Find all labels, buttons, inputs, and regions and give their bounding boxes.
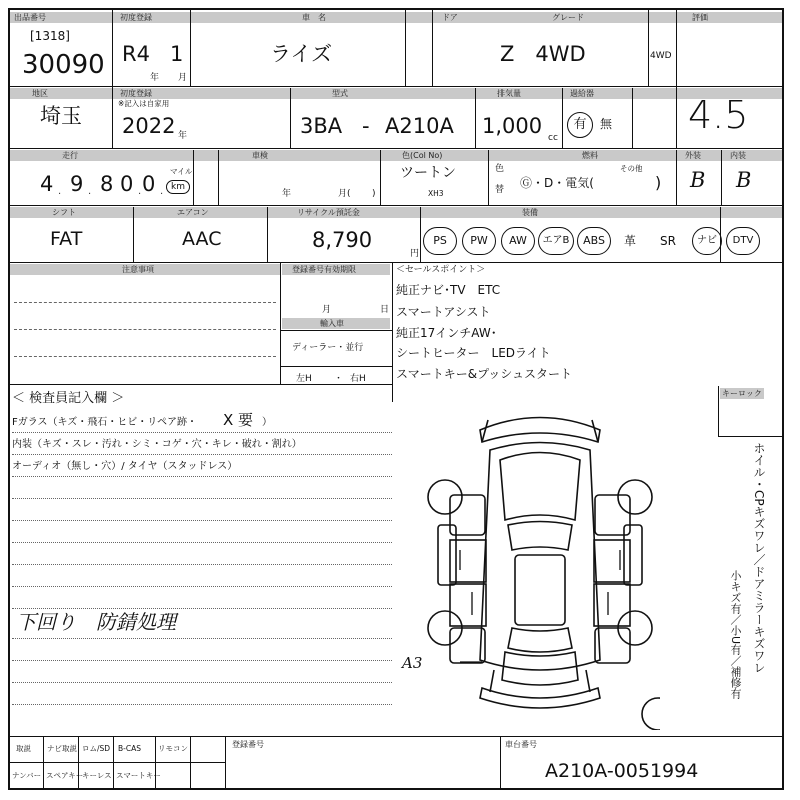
color-name: ツートン (400, 165, 456, 181)
model-code: A210A (385, 114, 454, 138)
label-equipment: 装備 (522, 208, 538, 217)
equip-abs: ABS (577, 227, 611, 255)
interior-score: B (736, 168, 752, 192)
region: 埼玉 (40, 104, 82, 128)
label-shift: シフト (52, 208, 76, 217)
label-turbo: 過給器 (570, 89, 594, 98)
sales-line: 純正17インチAW･ (396, 326, 497, 340)
dot-sep: ・ (334, 374, 344, 384)
label-car-name: 車 名 (302, 13, 326, 22)
inspector-line2: 内装（キズ・スレ・汚れ・シミ・コゲ・穴・キレ・破れ・割れ） (12, 439, 302, 450)
grade: Z 4WD (500, 42, 586, 66)
sales-line: シートヒーター LEDライト (396, 346, 551, 360)
label-recycle: リサイクル預託金 (297, 208, 360, 217)
footer-item: ナンバー (12, 771, 42, 780)
equip-ps: PS (423, 227, 457, 255)
reg-month-label: 月 (322, 305, 332, 315)
sales-line: スマートアシスト (396, 305, 491, 319)
label-inspection: 車検 (252, 151, 268, 160)
first-reg-note: ※記入は自家用 (118, 99, 170, 108)
label-lot: 出品番号 (14, 13, 46, 22)
label-door: ドア (442, 13, 458, 22)
equip-navi: ナビ (692, 227, 722, 255)
label-first-reg: 初度登録 (120, 13, 152, 22)
footer-item: ロム/SD (82, 744, 111, 753)
equip-dtv: DTV (726, 227, 760, 255)
label-first-reg-2: 初度登録 (120, 89, 152, 98)
footer-item: 取説 (16, 744, 31, 753)
right-hand: 右H (350, 374, 366, 384)
equip-pw: PW (462, 227, 496, 255)
inspection-month-unit: 月( (338, 189, 351, 199)
mile-unit: マイル (170, 167, 193, 176)
color-label-bottom: 替 (495, 185, 505, 195)
exterior-score: B (690, 168, 706, 192)
footer-reg-label: 登録番号 (232, 740, 264, 749)
lot-bracket: [1318] (30, 29, 70, 43)
inspection-month-close: ) (372, 189, 376, 199)
fuel-options: Ⓖ・D・電気( (520, 176, 594, 190)
label-fuel: 燃料 (582, 151, 598, 160)
diagram-note-a3: A3 (402, 654, 423, 672)
sales-heading: ＜セールスポイント＞ (396, 265, 486, 275)
label-import: 輸入車 (320, 319, 344, 328)
label-aircon: エアコン (177, 208, 209, 217)
side-legend: ホイル・CPキズワレ／ドアミラーキズワレ (752, 442, 766, 674)
label-key-lock: キーロック (722, 389, 762, 398)
equip-airbag: エアB (538, 227, 574, 255)
equip-sunroof: SR (660, 234, 676, 248)
lot-number: 30090 (22, 50, 105, 80)
footer-item: ナビ取説 (47, 744, 77, 753)
fuel-other: その他 (620, 164, 643, 173)
footer-item: スマートキー (116, 771, 161, 780)
label-ext: 外装 (685, 151, 701, 160)
first-reg-unit: 年 (178, 131, 188, 141)
reg-day-label: 日 (380, 305, 390, 315)
mileage-digit: 0 (120, 172, 134, 196)
dealer-parallel: ディーラー・並行 (292, 343, 364, 353)
footer-item: キーレス (82, 771, 112, 780)
turbo-no: 無 (600, 117, 613, 131)
label-int: 内装 (730, 151, 746, 160)
turbo-yes: 有 (567, 112, 593, 138)
sales-line: スマートキー&プッシュスタート (396, 367, 573, 381)
label-notes: 注意事項 (122, 265, 154, 274)
side-legend-2: 小キズ有／小U有／補修有 (729, 570, 742, 700)
mileage-digit: 8 (100, 172, 114, 196)
label-color: 色(Col No) (402, 151, 443, 160)
model-code-prefix: 3BA (300, 114, 343, 138)
label-model-code: 型式 (332, 89, 348, 98)
fuel-close: ) (655, 173, 662, 192)
mileage-digit: 9 (70, 172, 84, 196)
transmission: FAT (50, 228, 83, 250)
footer-item: リモコン (158, 744, 188, 753)
inspector-line1-close: ） (262, 417, 272, 428)
inspection-year-unit: 年 (282, 189, 292, 199)
car-damage-diagram (420, 400, 660, 730)
color-code: XH3 (428, 189, 444, 198)
label-score: 評価 (692, 13, 708, 22)
displacement-unit: cc (548, 133, 558, 143)
displacement: 1,000 (482, 114, 543, 138)
km-unit: km (166, 180, 190, 194)
model-name: ライズ (270, 42, 333, 66)
era-year: R4 (122, 42, 150, 66)
model-code-dash: - (362, 114, 370, 138)
drive-type: 4WD (650, 51, 672, 61)
inspector-line3: オーディオ（無し・穴）/ タイヤ（スタッドレス） (12, 461, 238, 472)
sales-line: 純正ナビ･TV ETC (396, 283, 501, 297)
inspector-line1: Fガラス（キズ・飛石・ヒビ・リペア跡・ (12, 417, 198, 428)
inspector-heading: ＜ 検査員記入欄 ＞ (12, 391, 125, 406)
mileage-digit: 0 (142, 172, 156, 196)
mileage-digit: 4 (40, 172, 54, 196)
label-mileage: 走行 (62, 151, 78, 160)
month-unit: 月 (178, 73, 188, 83)
year-unit: 年 (150, 73, 160, 83)
label-grade: グレード (552, 13, 584, 22)
label-region: 地区 (32, 89, 48, 98)
footer-item: B-CAS (118, 744, 141, 753)
label-reg-expiry: 登録番号有効期限 (292, 265, 356, 274)
color-label-top: 色 (495, 164, 505, 174)
inspector-line1-mark: X 要 (223, 411, 254, 429)
aircon: AAC (182, 228, 222, 250)
handwritten-note: 下回り 防錆処理 (16, 610, 176, 634)
reg-month: 1 (170, 42, 184, 66)
chassis-number: A210A-0051994 (545, 760, 699, 782)
footer-item: スペアキー (46, 771, 84, 780)
equip-leather: 革 (624, 234, 637, 248)
recycle-fee: 8,790 (312, 228, 373, 252)
left-hand: 左H (296, 374, 312, 384)
first-reg-year: 2022 (122, 114, 176, 138)
footer-chassis-label: 車台番号 (505, 740, 537, 749)
recycle-unit: 円 (410, 249, 420, 259)
overall-score: 4.5 (688, 93, 749, 137)
equip-aw: AW (501, 227, 535, 255)
label-displacement: 排気量 (497, 89, 521, 98)
